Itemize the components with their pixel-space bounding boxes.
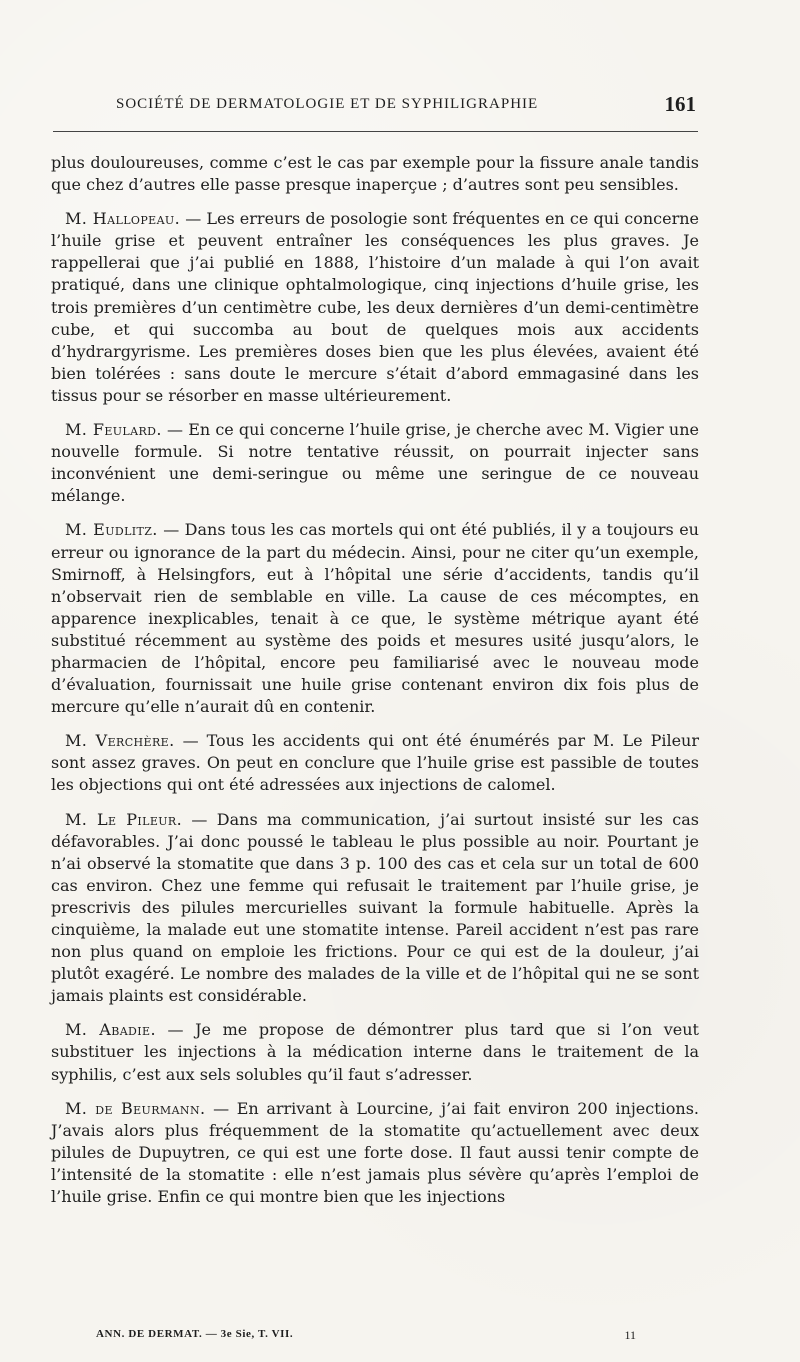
statement-eudlitz (51, 519, 699, 718)
speaker-name: M. Feulard. (65, 420, 162, 440)
body-text (51, 152, 699, 1220)
speaker-name: M. Hallopeau. (65, 209, 181, 229)
sheet-signature: 11 (624, 1328, 636, 1342)
statement-text: — Les erreurs de posologie sont fréquentes en ce qui concerne l’huile grise et peuvent entraîner les conséquences les plus graves. Je rappellerai que j’ai publié en 1888, l’histoire d’un malade à qui l’on avait pratiqué, dans une clinique ophtalmologique, cinq injections d’huile grise, les trois premières d’un centimètre cube, les deux dernières d’un demi-centimètre cube, et qui succomba au bout de quelques mois aux accidents d’hydrargyrisme. Les premières doses bien que les plus élevées, avaient été bien tolérées : sans doute le mercure s’était d’abord emmagasiné dans les tissus pour se résorber en masse ultérieurement. (51, 209, 699, 405)
speaker-name: M. Abadie. (65, 1020, 156, 1040)
page-number: 161 (664, 92, 696, 116)
statement-de-beurmann (51, 1098, 699, 1208)
statement-hallopeau (51, 208, 699, 407)
statement-feulard (51, 419, 699, 507)
running-head: SOCIÉTÉ DE DERMATOLOGIE ET DE SYPHILIGRAPHIE (116, 96, 539, 112)
paragraph-text: plus douloureuses, comme c’est le cas par exemple pour la fissure anale tandis que chez d’autres elle passe presque inaperçue ; d’autres sont peu sensibles. (51, 153, 699, 195)
page-footer (96, 1328, 636, 1346)
speaker-name: M. Eudlitz. (65, 520, 158, 540)
statement-text: — Dans tous les cas mortels qui ont été publiés, il y a toujours eu erreur ou ignorance de la part du médecin. Ainsi, pour ne citer qu’un exemple, Smirnoff, à Helsingfors, eut à l’hôpital une série d’accidents, tandis qu’il n’observait rien de semblable en ville. La cause de ces mécomptes, en apparence inexplicables, tenait à ce que, le système métrique ayant été substitué récemment au système des poids et mesures usité jusqu’alors, le pharmacien de l’hôpital, encore peu familiarisé avec le nouveau mode d’évaluation, fournissait une huile grise contenant environ dix fois plus de mercure qu’elle n’aurait dû en contenir. (51, 520, 699, 717)
speaker-name: M. Le Pileur. (65, 809, 183, 829)
statement-text: — Je me propose de démontrer plus tard que si l’on veut substituer les injections à la médication interne dans le traitement de la syphilis, c’est aux sels solubles qu’il faut s’adresser. (51, 1020, 699, 1084)
journal-citation: ANN. DE DERMAT. — 3e Sie, T. VII. (96, 1328, 294, 1340)
speaker-name: M. Verchère. (65, 731, 175, 751)
page-header (106, 93, 696, 121)
header-rule (53, 131, 698, 132)
statement-text: — En ce qui concerne l’huile grise, je cherche avec M. Vigier une nouvelle formule. Si notre tentative réussit, on pourrait injecter sans inconvénient une demi-seringue ou même une seringue de ce nouveau mélange. (51, 420, 700, 506)
statement-verchere (51, 730, 699, 796)
speaker-name: M. de Beurmann. (65, 1098, 206, 1118)
statement-text: — Tous les accidents qui ont été énumérés par M. Le Pileur sont assez graves. On peut en conclure que l’huile grise est passible de toutes les objections qui ont été adressées aux injections de calomel. (51, 731, 699, 795)
statement-text: — En arrivant à Lourcine, j’ai fait environ 200 injections. J’avais alors plus fréquemment de la stomatite qu’actuellement avec deux pilules de Dupuytren, ce qui est une forte dose. Il faut aussi tenir compte de l’intensité de la stomatite : elle n’est jamais plus sévère qu’après l’emploi de l’huile grise. Enfin ce qui montre bien que les injections (51, 1098, 699, 1207)
statement-abadie (51, 1019, 699, 1085)
statement-text: — Dans ma communication, j’ai surtout insisté sur les cas défavorables. J’ai donc poussé le tableau le plus possible au noir. Pourtant je n’ai observé la stomatite que dans 3 p. 100 des cas et cela sur un total de 600 cas environ. Chez une femme qui refusait le traitement par l’huile grise, je prescrivis des pilules mercurielles suivant la formule habituelle. Après la cinquième, la malade eut une stomatite intense. Pareil accident n’est pas rare non plus quand on emploie les frictions. Pour ce qui est de la douleur, j’ai plutôt exagéré. Le nombre des malades de la ville et de l’hôpital qui ne se sont jamais plaints est considérable. (51, 809, 699, 1006)
statement-le-pileur (51, 809, 699, 1008)
paragraph-continuation (51, 152, 699, 196)
